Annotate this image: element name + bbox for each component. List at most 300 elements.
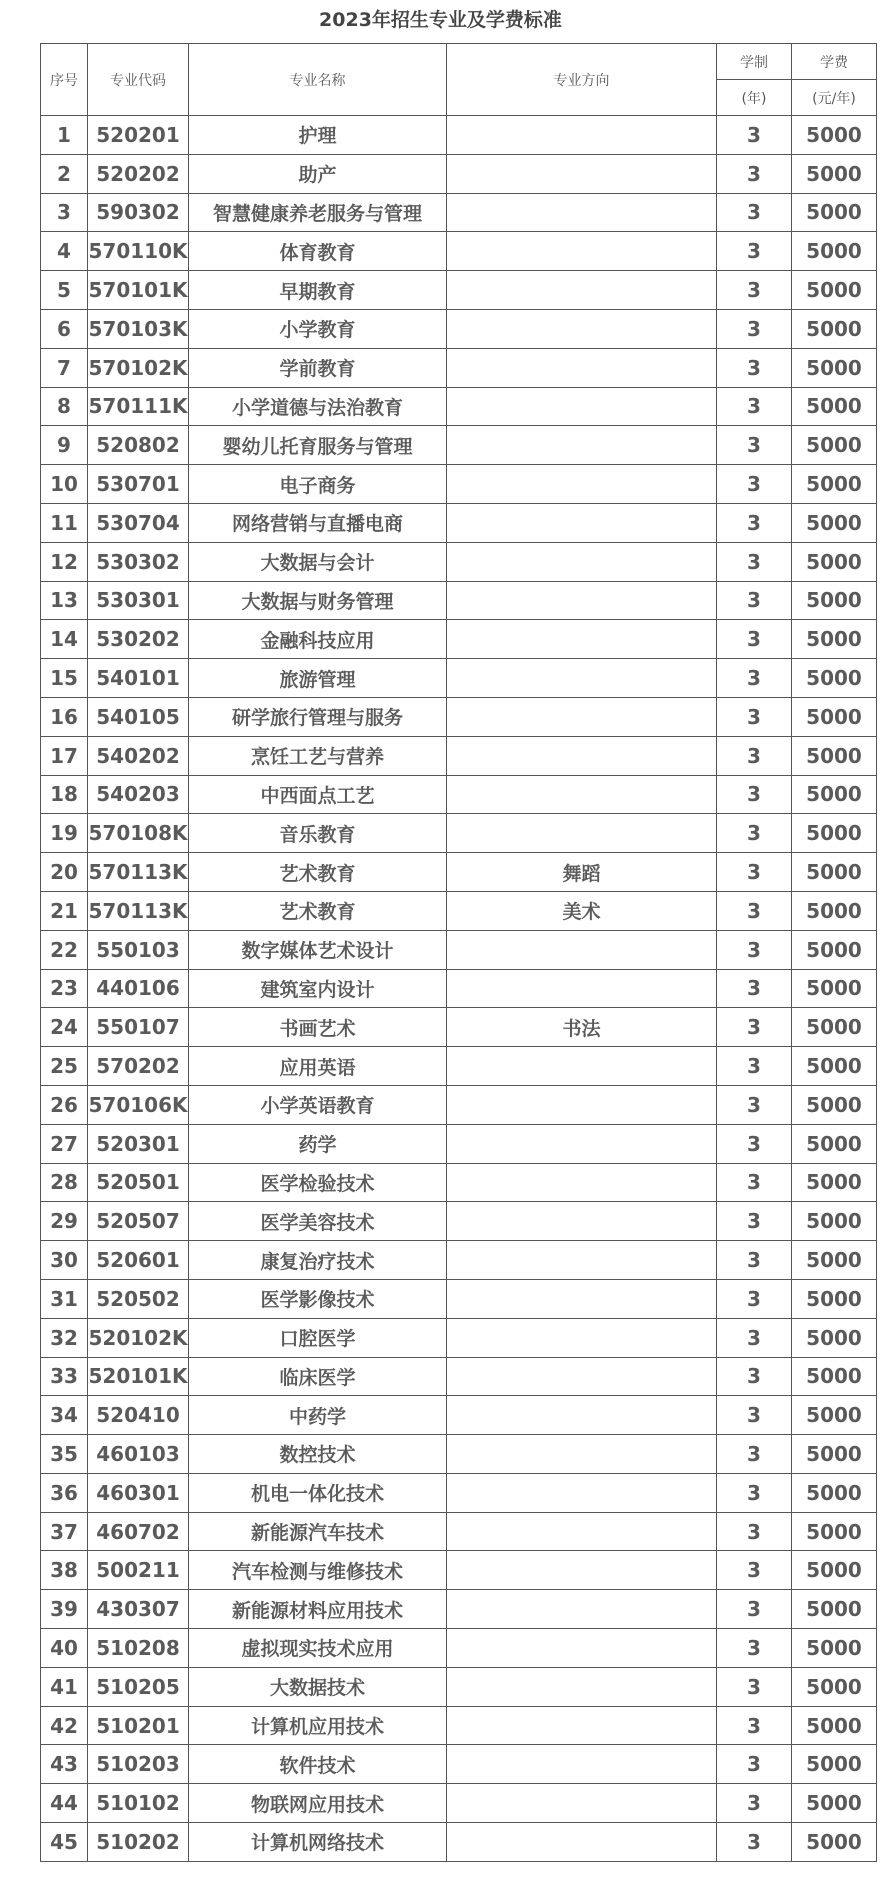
cell-direction (447, 271, 717, 310)
cell-code: 500211 (88, 1551, 189, 1590)
cell-years: 3 (717, 309, 792, 348)
cell-index: 31 (41, 1279, 88, 1318)
header-duration-unit: (年) (717, 80, 792, 116)
cell-code: 520802 (88, 426, 189, 465)
cell-code: 440106 (88, 969, 189, 1008)
cell-name: 数控技术 (189, 1435, 447, 1474)
cell-years: 3 (717, 969, 792, 1008)
cell-fee: 5000 (792, 775, 877, 814)
cell-fee: 5000 (792, 387, 877, 426)
cell-fee: 5000 (792, 581, 877, 620)
cell-index: 7 (41, 348, 88, 387)
cell-direction (447, 542, 717, 581)
cell-code: 520301 (88, 1124, 189, 1163)
table-body (41, 116, 877, 1862)
cell-direction (447, 581, 717, 620)
cell-index: 28 (41, 1163, 88, 1202)
cell-code: 460702 (88, 1512, 189, 1551)
header-name: 专业名称 (189, 44, 447, 116)
table-row (41, 1784, 877, 1823)
cell-fee: 5000 (792, 1512, 877, 1551)
cell-name: 医学检验技术 (189, 1163, 447, 1202)
cell-code: 520502 (88, 1279, 189, 1318)
table-row (41, 348, 877, 387)
cell-fee: 5000 (792, 736, 877, 775)
cell-name: 网络营销与直播电商 (189, 503, 447, 542)
cell-years: 3 (717, 1241, 792, 1280)
cell-index: 13 (41, 581, 88, 620)
cell-name: 数字媒体艺术设计 (189, 930, 447, 969)
cell-direction (447, 1590, 717, 1629)
cell-years: 3 (717, 1629, 792, 1668)
cell-fee: 5000 (792, 232, 877, 271)
cell-index: 22 (41, 930, 88, 969)
cell-index: 24 (41, 1008, 88, 1047)
table-row (41, 930, 877, 969)
cell-fee: 5000 (792, 1318, 877, 1357)
table-row (41, 232, 877, 271)
cell-code: 520201 (88, 116, 189, 155)
table-row (41, 426, 877, 465)
cell-fee: 5000 (792, 1551, 877, 1590)
cell-years: 3 (717, 853, 792, 892)
header-direction: 专业方向 (447, 44, 717, 116)
majors-table (40, 43, 877, 1862)
cell-index: 9 (41, 426, 88, 465)
cell-direction (447, 1085, 717, 1124)
table-row (41, 1435, 877, 1474)
cell-fee: 5000 (792, 1823, 877, 1862)
cell-direction (447, 1047, 717, 1086)
cell-fee: 5000 (792, 193, 877, 232)
table-row (41, 1008, 877, 1047)
cell-fee: 5000 (792, 1357, 877, 1396)
cell-code: 460301 (88, 1473, 189, 1512)
cell-years: 3 (717, 891, 792, 930)
cell-index: 41 (41, 1667, 88, 1706)
cell-direction (447, 1435, 717, 1474)
table-row (41, 1512, 877, 1551)
cell-index: 12 (41, 542, 88, 581)
cell-code: 510208 (88, 1629, 189, 1668)
table-row (41, 1629, 877, 1668)
cell-years: 3 (717, 930, 792, 969)
cell-code: 520202 (88, 154, 189, 193)
cell-name: 艺术教育 (189, 891, 447, 930)
table-row (41, 1396, 877, 1435)
cell-years: 3 (717, 1396, 792, 1435)
cell-fee: 5000 (792, 1435, 877, 1474)
cell-years: 3 (717, 1745, 792, 1784)
table-row (41, 1318, 877, 1357)
cell-name: 医学美容技术 (189, 1202, 447, 1241)
cell-direction (447, 116, 717, 155)
header-code: 专业代码 (88, 44, 189, 116)
cell-index: 16 (41, 697, 88, 736)
cell-years: 3 (717, 775, 792, 814)
cell-name: 物联网应用技术 (189, 1784, 447, 1823)
cell-years: 3 (717, 1008, 792, 1047)
cell-name: 中西面点工艺 (189, 775, 447, 814)
cell-years: 3 (717, 1279, 792, 1318)
cell-code: 570101K (88, 271, 189, 310)
cell-name: 药学 (189, 1124, 447, 1163)
cell-index: 14 (41, 620, 88, 659)
table-header-row (41, 44, 877, 80)
cell-years: 3 (717, 1823, 792, 1862)
cell-fee: 5000 (792, 1629, 877, 1668)
cell-code: 520601 (88, 1241, 189, 1280)
page-title: 2023年招生专业及学费标准 (319, 9, 562, 31)
cell-index: 19 (41, 814, 88, 853)
cell-index: 34 (41, 1396, 88, 1435)
cell-code: 570113K (88, 891, 189, 930)
cell-index: 8 (41, 387, 88, 426)
cell-name: 艺术教育 (189, 853, 447, 892)
cell-name: 大数据与财务管理 (189, 581, 447, 620)
cell-fee: 5000 (792, 1396, 877, 1435)
table-row (41, 1124, 877, 1163)
cell-code: 530704 (88, 503, 189, 542)
table-row (41, 1667, 877, 1706)
cell-name: 口腔医学 (189, 1318, 447, 1357)
cell-years: 3 (717, 1512, 792, 1551)
cell-fee: 5000 (792, 1163, 877, 1202)
cell-name: 应用英语 (189, 1047, 447, 1086)
cell-fee: 5000 (792, 465, 877, 504)
header-fee-unit: (元/年) (792, 80, 877, 116)
cell-name: 医学影像技术 (189, 1279, 447, 1318)
cell-direction: 书法 (447, 1008, 717, 1047)
cell-code: 460103 (88, 1435, 189, 1474)
cell-direction (447, 503, 717, 542)
cell-index: 29 (41, 1202, 88, 1241)
cell-fee: 5000 (792, 271, 877, 310)
cell-direction (447, 1241, 717, 1280)
cell-code: 550107 (88, 1008, 189, 1047)
cell-years: 3 (717, 1202, 792, 1241)
cell-fee: 5000 (792, 542, 877, 581)
table-row (41, 581, 877, 620)
cell-code: 510205 (88, 1667, 189, 1706)
cell-index: 3 (41, 193, 88, 232)
cell-index: 32 (41, 1318, 88, 1357)
table-row (41, 1279, 877, 1318)
header-index: 序号 (41, 44, 88, 116)
table-row (41, 1590, 877, 1629)
cell-name: 建筑室内设计 (189, 969, 447, 1008)
cell-direction (447, 1124, 717, 1163)
cell-years: 3 (717, 1124, 792, 1163)
cell-name: 书画艺术 (189, 1008, 447, 1047)
cell-years: 3 (717, 1318, 792, 1357)
cell-code: 540101 (88, 659, 189, 698)
cell-direction (447, 1202, 717, 1241)
cell-direction (447, 1823, 717, 1862)
cell-name: 音乐教育 (189, 814, 447, 853)
table-row (41, 659, 877, 698)
cell-name: 临床医学 (189, 1357, 447, 1396)
cell-direction (447, 309, 717, 348)
cell-index: 23 (41, 969, 88, 1008)
cell-code: 530202 (88, 620, 189, 659)
cell-code: 570102K (88, 348, 189, 387)
table-row (41, 1357, 877, 1396)
cell-code: 530302 (88, 542, 189, 581)
cell-index: 4 (41, 232, 88, 271)
cell-index: 11 (41, 503, 88, 542)
table-row (41, 969, 877, 1008)
cell-fee: 5000 (792, 814, 877, 853)
header-duration: 学制 (717, 44, 792, 80)
cell-years: 3 (717, 348, 792, 387)
cell-name: 计算机网络技术 (189, 1823, 447, 1862)
cell-code: 520102K (88, 1318, 189, 1357)
cell-index: 42 (41, 1706, 88, 1745)
cell-years: 3 (717, 1047, 792, 1086)
cell-code: 570108K (88, 814, 189, 853)
cell-code: 510102 (88, 1784, 189, 1823)
table-row (41, 1551, 877, 1590)
cell-direction (447, 1396, 717, 1435)
cell-fee: 5000 (792, 1473, 877, 1512)
cell-index: 17 (41, 736, 88, 775)
cell-name: 学前教育 (189, 348, 447, 387)
cell-name: 电子商务 (189, 465, 447, 504)
cell-index: 27 (41, 1124, 88, 1163)
table-row (41, 814, 877, 853)
cell-fee: 5000 (792, 697, 877, 736)
cell-years: 3 (717, 465, 792, 504)
cell-index: 20 (41, 853, 88, 892)
cell-code: 570110K (88, 232, 189, 271)
cell-fee: 5000 (792, 1784, 877, 1823)
cell-years: 3 (717, 1435, 792, 1474)
table-row (41, 193, 877, 232)
cell-direction: 美术 (447, 891, 717, 930)
cell-fee: 5000 (792, 1706, 877, 1745)
cell-code: 540105 (88, 697, 189, 736)
cell-years: 3 (717, 232, 792, 271)
cell-index: 15 (41, 659, 88, 698)
cell-index: 21 (41, 891, 88, 930)
cell-years: 3 (717, 1163, 792, 1202)
cell-years: 3 (717, 1706, 792, 1745)
cell-years: 3 (717, 542, 792, 581)
cell-name: 小学教育 (189, 309, 447, 348)
cell-code: 570111K (88, 387, 189, 426)
table-row (41, 1823, 877, 1862)
cell-years: 3 (717, 193, 792, 232)
table-row (41, 542, 877, 581)
table-row (41, 1047, 877, 1086)
cell-index: 40 (41, 1629, 88, 1668)
table-row (41, 154, 877, 193)
cell-direction (447, 775, 717, 814)
cell-code: 570202 (88, 1047, 189, 1086)
cell-code: 570106K (88, 1085, 189, 1124)
cell-years: 3 (717, 1085, 792, 1124)
cell-code: 590302 (88, 193, 189, 232)
cell-years: 3 (717, 736, 792, 775)
cell-years: 3 (717, 116, 792, 155)
cell-index: 10 (41, 465, 88, 504)
cell-years: 3 (717, 659, 792, 698)
cell-direction (447, 1667, 717, 1706)
table-row (41, 1706, 877, 1745)
cell-fee: 5000 (792, 154, 877, 193)
cell-fee: 5000 (792, 1085, 877, 1124)
cell-name: 中药学 (189, 1396, 447, 1435)
cell-name: 康复治疗技术 (189, 1241, 447, 1280)
cell-direction (447, 1551, 717, 1590)
cell-name: 新能源汽车技术 (189, 1512, 447, 1551)
cell-name: 机电一体化技术 (189, 1473, 447, 1512)
cell-fee: 5000 (792, 503, 877, 542)
cell-name: 研学旅行管理与服务 (189, 697, 447, 736)
cell-name: 体育教育 (189, 232, 447, 271)
table-row (41, 891, 877, 930)
cell-direction (447, 736, 717, 775)
cell-fee: 5000 (792, 891, 877, 930)
cell-index: 37 (41, 1512, 88, 1551)
cell-index: 1 (41, 116, 88, 155)
cell-years: 3 (717, 271, 792, 310)
cell-fee: 5000 (792, 1124, 877, 1163)
cell-direction (447, 1745, 717, 1784)
cell-name: 智慧健康养老服务与管理 (189, 193, 447, 232)
cell-name: 软件技术 (189, 1745, 447, 1784)
cell-name: 汽车检测与维修技术 (189, 1551, 447, 1590)
cell-direction (447, 1784, 717, 1823)
table-row (41, 1085, 877, 1124)
cell-index: 38 (41, 1551, 88, 1590)
cell-fee: 5000 (792, 930, 877, 969)
cell-fee: 5000 (792, 309, 877, 348)
table-row (41, 1745, 877, 1784)
table-row (41, 271, 877, 310)
table-row (41, 116, 877, 155)
cell-index: 44 (41, 1784, 88, 1823)
cell-direction (447, 1163, 717, 1202)
cell-code: 520501 (88, 1163, 189, 1202)
cell-direction (447, 1357, 717, 1396)
cell-direction (447, 930, 717, 969)
cell-years: 3 (717, 620, 792, 659)
cell-code: 530701 (88, 465, 189, 504)
table-row (41, 503, 877, 542)
table-row (41, 1473, 877, 1512)
cell-index: 39 (41, 1590, 88, 1629)
cell-years: 3 (717, 154, 792, 193)
cell-direction (447, 193, 717, 232)
cell-code: 510201 (88, 1706, 189, 1745)
table-row (41, 1241, 877, 1280)
table-row (41, 736, 877, 775)
cell-name: 大数据与会计 (189, 542, 447, 581)
cell-direction (447, 154, 717, 193)
cell-years: 3 (717, 814, 792, 853)
cell-index: 18 (41, 775, 88, 814)
cell-direction: 舞蹈 (447, 853, 717, 892)
table-row (41, 309, 877, 348)
cell-fee: 5000 (792, 853, 877, 892)
cell-direction (447, 659, 717, 698)
cell-direction (447, 387, 717, 426)
header-fee: 学费 (792, 44, 877, 80)
cell-index: 43 (41, 1745, 88, 1784)
table-row (41, 465, 877, 504)
cell-index: 45 (41, 1823, 88, 1862)
cell-fee: 5000 (792, 659, 877, 698)
cell-direction (447, 348, 717, 387)
cell-code: 550103 (88, 930, 189, 969)
cell-name: 助产 (189, 154, 447, 193)
cell-fee: 5000 (792, 1667, 877, 1706)
cell-code: 540203 (88, 775, 189, 814)
cell-name: 小学英语教育 (189, 1085, 447, 1124)
cell-fee: 5000 (792, 1590, 877, 1629)
cell-years: 3 (717, 1357, 792, 1396)
cell-fee: 5000 (792, 620, 877, 659)
cell-fee: 5000 (792, 1241, 877, 1280)
cell-years: 3 (717, 1551, 792, 1590)
cell-direction (447, 697, 717, 736)
cell-code: 570103K (88, 309, 189, 348)
cell-name: 婴幼儿托育服务与管理 (189, 426, 447, 465)
cell-fee: 5000 (792, 348, 877, 387)
cell-code: 520507 (88, 1202, 189, 1241)
cell-direction (447, 1318, 717, 1357)
cell-years: 3 (717, 426, 792, 465)
cell-fee: 5000 (792, 1008, 877, 1047)
cell-fee: 5000 (792, 426, 877, 465)
cell-index: 2 (41, 154, 88, 193)
table-row (41, 775, 877, 814)
cell-name: 旅游管理 (189, 659, 447, 698)
cell-index: 26 (41, 1085, 88, 1124)
cell-direction (447, 1279, 717, 1318)
table-row (41, 387, 877, 426)
cell-code: 520101K (88, 1357, 189, 1396)
table-row (41, 853, 877, 892)
cell-code: 570113K (88, 853, 189, 892)
cell-code: 510203 (88, 1745, 189, 1784)
cell-index: 30 (41, 1241, 88, 1280)
cell-direction (447, 814, 717, 853)
table-row (41, 1202, 877, 1241)
cell-index: 6 (41, 309, 88, 348)
cell-direction (447, 426, 717, 465)
cell-fee: 5000 (792, 969, 877, 1008)
cell-name: 早期教育 (189, 271, 447, 310)
cell-name: 护理 (189, 116, 447, 155)
cell-fee: 5000 (792, 1202, 877, 1241)
cell-name: 金融科技应用 (189, 620, 447, 659)
cell-years: 3 (717, 581, 792, 620)
cell-fee: 5000 (792, 1279, 877, 1318)
cell-code: 540202 (88, 736, 189, 775)
cell-code: 520410 (88, 1396, 189, 1435)
cell-years: 3 (717, 503, 792, 542)
cell-name: 虚拟现实技术应用 (189, 1629, 447, 1668)
cell-direction (447, 1706, 717, 1745)
cell-index: 25 (41, 1047, 88, 1086)
cell-fee: 5000 (792, 1047, 877, 1086)
cell-direction (447, 232, 717, 271)
cell-name: 小学道德与法治教育 (189, 387, 447, 426)
table-row (41, 697, 877, 736)
